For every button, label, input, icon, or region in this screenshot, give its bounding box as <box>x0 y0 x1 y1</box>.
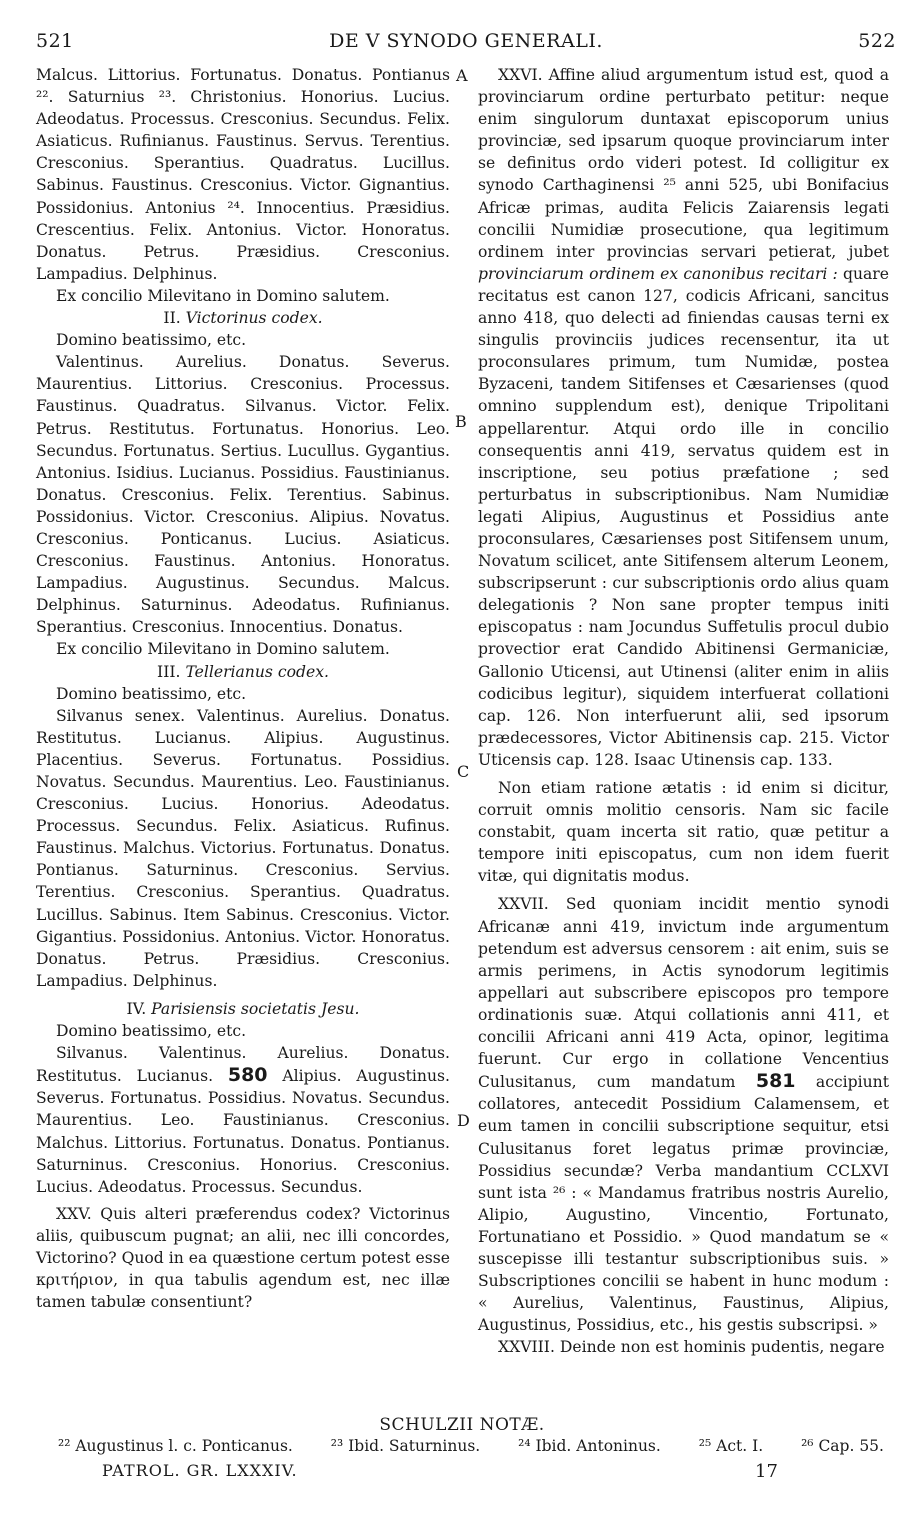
footnote-26: ²⁶ Cap. 55. <box>801 1437 884 1455</box>
edition-page-marker-580: 580 <box>227 1064 268 1087</box>
paragraph-aetas: Non etiam ratione ætatis : id enim si dicitur, corruit omnis molitio censoris. Nam sic facile constabit, quam incerta sit ratio, quæ petitur a tempore initi episcopatus, cum non idem fuerit vitæ, qui dignitatis modus. <box>478 779 889 886</box>
series-footer: PATROL. GR. LXXXIV. <box>102 1461 298 1480</box>
subscriber-list-3: Silvanus senex. Valentinus. Aurelius. Donatus. Restitutus. Lucianus. Alipius. Augustinus. Placentius. Severus. Fortunatus. Possidius. Novatus. Secundus. Maurentius. Leo. Faustinianus. Cresconius. Lucius. Honorius. Adeodatus. Processus. Secundus. Felix. Asiaticus. Rufinus. Faustinus. Malchus. Victorius. Fortunatus. Donatus. Pontianus. Saturninus. Cresconius. Servius. Terentius. Cresconius. Sperantius. Quadratus. Lucillus. Sabinus. Item Sabinus. Cresconius. Victor. Gigantius. Possidonius. Antonius. Victor. Honoratus. Donatus. Petrus. Præsidius. Cresconius. Lampadius. Delphinus. <box>36 706 450 990</box>
quoted-order: provinciarum ordinem ex canonibus recitari : <box>478 264 838 283</box>
paragraph-xxvii: XXVII. Sed quoniam incidit mentio synodi Africanæ anni 419, invictum inde argumentum petendum est adversus censorem : ait enim, suis se armis perimens, in Actis synodorum legitimis appellari aut subscribere episcopos pro tempore ordinationis suæ. Atqui collationis anni 411, et concilii Africani anni 419 Acta, opinor, legitima fuerunt. Cur ergo in collatione Vencentius Culusitanus, cum mandatum 581 accipiunt collatores, antecedit Possidium Calamensem, et eum tamen in concilii subscriptione sequitur, etsi Culusitanus foret legatus primæ provinciæ, Possidius secundæ? Verba mandantium CCLXVI sunt ista ²⁶ : « Mandamus fratribus nostris Aurelio, Alipio, Augustino, Vincentio, Fortunato, Fortunatiano et Possidio. » Quod mandatum se « suscepisse illi testantur subscriptionibus suis. » Subscriptiones concilii se habent in hunc modum : « Aurelius, Valentinus, Faustinus, Alipius, Augustinus, Possidius, etc., his gestis subscripsi. » <box>478 895 889 1335</box>
paragraph-xxviii: XXVIII. Deinde non est hominis pudentis, negare <box>498 1338 885 1357</box>
edition-page-marker-581: 581 <box>755 1070 796 1093</box>
signature-mark: 17 <box>755 1461 778 1482</box>
notes-title: SCHULZII NOTÆ. <box>379 1415 545 1435</box>
closing-formula-1: Ex concilio Milevitano in Domino salutem. <box>56 286 390 305</box>
page-number-left: 521 <box>36 30 74 52</box>
footnote-25: ²⁵ Act. I. <box>698 1437 764 1455</box>
footnote-24: ²⁴ Ibid. Antoninus. <box>518 1437 661 1455</box>
footnotes <box>58 1437 884 1455</box>
section-marker-a: A <box>456 66 468 85</box>
left-column <box>36 64 450 1313</box>
codex-number: III. <box>157 662 181 681</box>
closing-formula-2: Ex concilio Milevitano in Domino salutem. <box>56 640 390 659</box>
codex-number: IV. <box>126 999 147 1018</box>
codex-heading-2 <box>36 307 450 329</box>
salutation-4: Domino beatissimo, etc. <box>56 1022 247 1041</box>
salutation-3: Domino beatissimo, etc. <box>56 684 247 703</box>
codex-heading-3 <box>36 661 450 683</box>
paragraph-xxvi: XXVI. Affine aliud argumentum istud est, quod a provinciarum ordine perturbato petitur: neque enim singulorum duntaxat episcoporum unius provinciæ, sed ipsarum quoque provinciarum inter se definitus ordo videri potest. Id colligitur ex synodo Carthaginensi ²⁵ anni 525, ubi Bonifacius Africæ primas, audita Felicis Zaiarensis legati concilii Numidiæ prosecutione, qua legitimum ordinem inter provincias servari petierat, jubet provinciarum ordinem ex canonibus recitari : quare recitatus est canon 127, codicis Africani, sancitus anno 418, quo delecti ad finiendas causas terni ex singulis provinciis judices recensentur, ita ut proconsulares primum, tum Numidæ, postea Byzaceni, tandem Sitifenses et Cæsarienses (quod omnino supplendum est), denique Tripolitani appellarentur. Atqui ordo ille in concilio consequentis anni 419, servatus quidem est in inscriptione, seu potius præfatione ; sed perturbatus in subscriptionibus. Nam Numidiæ legati Alipius, Augustinus et Possidius ante proconsulares, Cæsarienses post Sitifensem unum, Novatum scilicet, ante Sitifensem alterum Leonem, subscripserunt : cur subscriptionis ordo alius quam delegationis ? Non sane propter tempus initi episcopatus : nam Jocundus Suffetulis procul dubio provectior erat Candido Abitinensi Germaniciæ, Gallonio Uticensi, aut Utinensi (aliter enim in aliis codicibus legitur), siquidem interfuerat collationi cap. 126. Non interfuerunt alii, sed ipsorum prædecessores, Victor Abitinensis cap. 215. Victor Uticensis cap. 128. Isaac Utinensis cap. 133. <box>478 66 889 769</box>
codex-heading-4 <box>36 998 450 1020</box>
running-header <box>36 30 896 60</box>
footnote-22: ²² Augustinus l. c. Ponticanus. <box>58 1437 293 1455</box>
subscriber-list-4: Silvanus. Valentinus. Aurelius. Donatus. Restitutus. Lucianus. 580 Alipius. Augustinus. Severus. Fortunatus. Possidius. Novatus. Secundus. Maurentius. Leo. Faustinianus. Cresconius. Malchus. Littorius. Fortunatus. Donatus. Pontianus. Saturninus. Cresconius. Honorius. Cresconius. Lucius. Adeodatus. Processus. Secundus. <box>36 1044 450 1196</box>
right-column <box>478 64 889 1358</box>
subscriber-list-1: Malcus. Littorius. Fortunatus. Donatus. Pontianus ²². Saturnius ²³. Christonius. Honorius. Lucius. Adeodatus. Processus. Cresconius. Secundus. Felix. Asiaticus. Rufinianus. Faustinus. Servus. Terentius. Cresconius. Sperantius. Quadratus. Lucillus. Sabinus. Faustinus. Cresconius. Victor. Gignantius. Possidonius. Antonius ²⁴. Innocentius. Præsidius. Crescentius. Felix. Antonius. Victor. Honoratus. Donatus. Petrus. Præsidius. Cresconius. Lampadius. Delphinus. <box>36 66 450 283</box>
running-title: DE V SYNODO GENERALI. <box>329 30 603 52</box>
section-marker-d: D <box>457 1111 470 1130</box>
codex-name: Tellerianus codex. <box>185 662 329 681</box>
codex-number: II. <box>163 309 181 328</box>
section-marker-c: C <box>457 762 470 781</box>
footnote-23: ²³ Ibid. Saturninus. <box>330 1437 481 1455</box>
codex-name: Victorinus codex. <box>185 309 323 328</box>
paragraph-xxv: XXV. Quis alteri præferendus codex? Victorinus aliis, quibuscum pugnat; an alii, nec illi concordes, Victorino? Quod in ea quæstione certum potest esse κριτήριον, in qua tabulis agendum est, nec illæ tamen tabulæ consentiunt? <box>36 1204 450 1312</box>
salutation-2: Domino beatissimo, etc. <box>56 331 247 350</box>
section-marker-b: B <box>455 412 467 431</box>
subscriber-list-2: Valentinus. Aurelius. Donatus. Severus. Maurentius. Littorius. Cresconius. Processus. Faustinus. Quadratus. Silvanus. Victor. Felix. Petrus. Restitutus. Fortunatus. Honorius. Leo. Secundus. Fortunatus. Sertius. Lucullus. Gygantius. Antonius. Isidius. Lucianus. Possidius. Faustinianus. Donatus. Cresconius. Felix. Terentius. Sabinus. Possidonius. Victor. Cresconius. Alipius. Novatus. Cresconius. Ponticanus. Lucius. Asiaticus. Cresconius. Faustinus. Antonius. Honoratus. Lampadius. Augustinus. Secundus. Malcus. Delphinus. Saturninus. Adeodatus. Rufinianus. Sperantius. Cresconius. Innocentius. Donatus. <box>36 353 450 637</box>
codex-name: Parisiensis societatis Jesu. <box>151 999 360 1018</box>
page-number-right: 522 <box>858 30 896 52</box>
